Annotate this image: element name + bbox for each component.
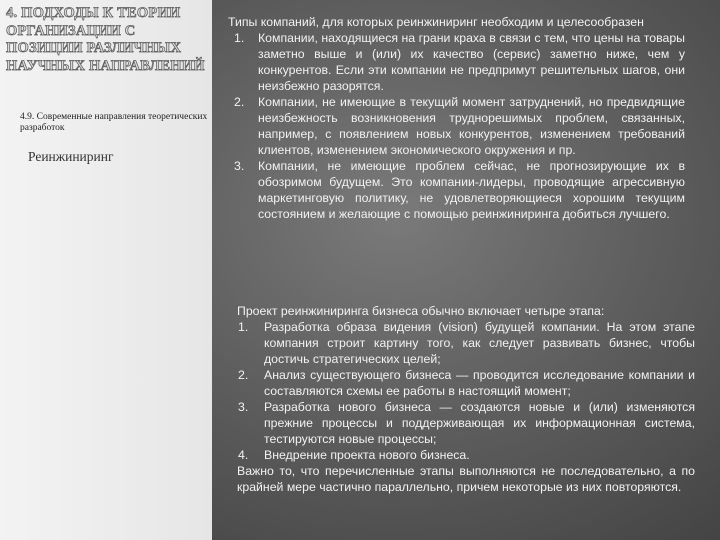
project-stages-conclusion: Важно то, что перечисленные этапы выполняются не последовательно, а по крайней мере частично параллельно, причем некоторые из них повторяются. xyxy=(237,464,695,494)
list-item-text: Компании, не имеющие в текущий момент затруднений, но предвидящие неизбежность возникновения труднорешимых проблем, связанных, например, с появлением новых конкурентов, изменением требований клиентов, изменением экономического окружения и пр. xyxy=(258,95,685,157)
list-item-text: Компании, находящиеся на грани краха в связи с тем, что цены на товары заметно выше и (или) их качество (сервис) заметно ниже, чем у конкурентов. Если эти компании не предпримут решительных шагов, они неизбежно разорятся. xyxy=(258,31,685,93)
section-title: 4. ПОДХОДЫ К ТЕОРИИ ОРГАНИЗАЦИИ С ПОЗИЦИИ РАЗЛИЧНЫХ НАУЧНЫХ НАПРАВЛЕНИЙ xyxy=(6,5,205,74)
list-item xyxy=(237,399,695,447)
project-stages-block xyxy=(237,303,695,495)
list-item-text: Компании, не имеющие проблем сейчас, не прогнозирующие их в обозримом будущем. Это компании-лидеры, проводящие агрессивную маркетинговую политику, не удовлетворяющиеся хорошим текущим состоянием и желающие с помощью реинжиниринга добиться лучшего. xyxy=(258,159,685,221)
list-item xyxy=(237,319,695,367)
project-stages-list xyxy=(237,319,695,463)
list-number: 2. xyxy=(234,95,245,109)
list-item-text: Анализ существующего бизнеса — проводится исследование компании и составляются схемы ее работы в настоящий момент; xyxy=(264,368,695,398)
list-number: 3. xyxy=(234,159,245,173)
list-item-text: Разработка нового бизнеса — создаются новые и (или) изменяются прежние процессы и поддерживающая их информационная система, тестируются новые процессы; xyxy=(264,400,695,446)
list-number: 3. xyxy=(238,400,249,414)
list-number: 1. xyxy=(234,31,245,45)
list-item xyxy=(228,30,685,94)
list-item xyxy=(228,94,685,158)
project-stages-intro: Проект реинжиниринга бизнеса обычно включает четыре этапа: xyxy=(237,304,605,318)
company-types-list xyxy=(228,30,685,222)
topic-title: Реинжиниринг xyxy=(28,149,114,164)
company-types-block xyxy=(228,14,685,222)
list-item-text: Разработка образа видения (vision) будущей компании. На этом этапе компания строит картину того, как следует развивать бизнес, чтобы достичь стратегических целей; xyxy=(264,320,695,366)
list-item xyxy=(228,158,685,222)
list-item-text: Внедрение проекта нового бизнеса. xyxy=(264,448,470,462)
left-panel xyxy=(0,0,212,540)
subsection-title: 4.9. Современные направления теоретических разработок xyxy=(20,112,208,133)
list-number: 2. xyxy=(238,368,249,382)
company-types-intro: Типы компаний, для которых реинжиниринг необходим и целесообразен xyxy=(228,15,644,29)
list-item xyxy=(237,367,695,399)
list-number: 1. xyxy=(238,320,249,334)
list-item xyxy=(237,447,695,463)
list-number: 4. xyxy=(238,448,249,462)
